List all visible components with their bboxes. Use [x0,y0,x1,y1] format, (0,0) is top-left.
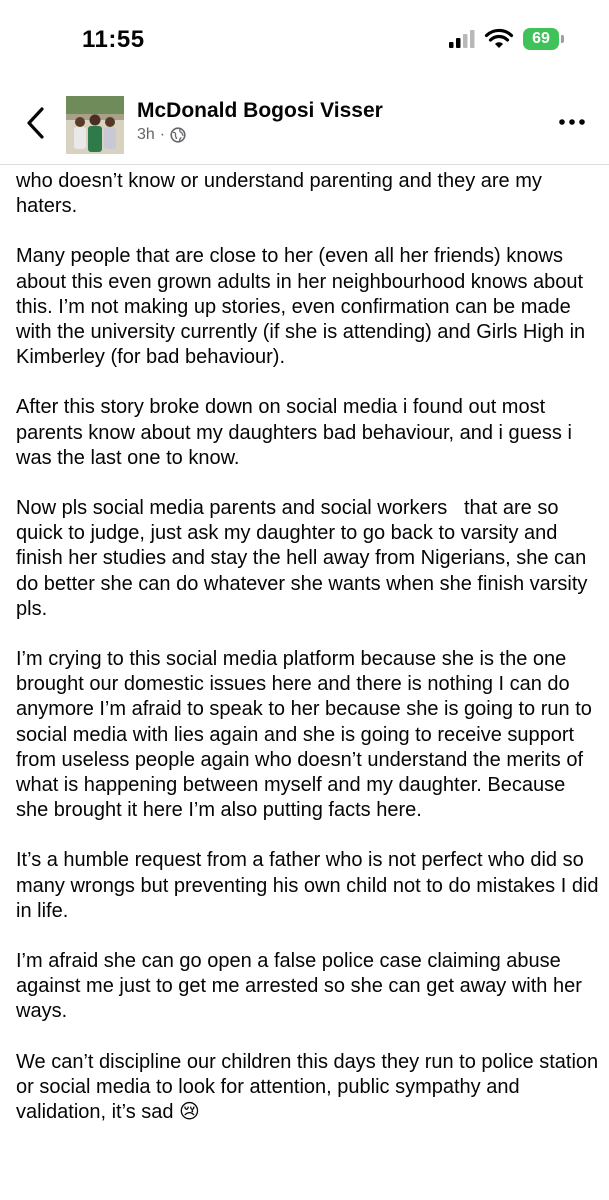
globe-icon [170,127,186,143]
avatar[interactable] [66,96,124,154]
post-paragraph: After this story broke down on social media i found out most parents know about my daughters bad behaviour, and i guess i was the last one to know. [16,396,578,469]
back-chevron-icon[interactable] [20,104,50,142]
post-timestamp[interactable]: 3h [137,126,155,143]
post-paragraph: We can’t discipline our children this days they run to police station or social media to look for attention, public sympathy and validation, it’s sad 😢 [16,1050,604,1124]
post-paragraph: Many people that are close to her (even all her friends) knows about this even grown adults in her neighbourhood knows about this. I’m not making up stories, even confirmation can be made with the university currently (if she is attending) and Girls High in Kimberley (for bad behaviour). [16,245,591,369]
cellular-signal-icon [449,29,475,49]
author-name[interactable]: McDonald Bogosi Visser [137,99,383,122]
wifi-icon [485,29,513,49]
meta-separator: · [159,126,166,143]
post-paragraph: I’m crying to this social media platform because she is the one brought our domestic issues here and there is nothing I can do anymore I’m afraid to speak to her because she is going to run to social media with lies again and she is going to receive support from useless people again who doesn’t understand the merits of what is happening between myself and my daughter. Because she brought it here I’m also putting facts here. [16,648,598,822]
post-paragraph: Now pls social media parents and social workers that are so quick to judge, just ask my daughter to go back to varsity and finish her studies and stay the hell away from Nigerians, she can do better she can do whatever she wants when she finish varsity pls. [16,497,593,620]
battery-cap [561,35,564,43]
status-icons [449,28,559,50]
post-paragraph: I’m afraid she can go open a false police case claiming abuse against me just to get me arrested so she can get away with her ways. [16,950,588,1023]
battery-level: 69 [532,30,550,47]
post-paragraph: It’s a humble request from a father who is not perfect who did so many wrongs but preventing his own child not to do mistakes I did in life. [16,849,605,922]
post-header [0,82,609,165]
battery-charging-icon [523,28,559,50]
post-meta [137,126,186,144]
status-time: 11:55 [82,26,145,53]
more-options-icon[interactable] [557,112,587,132]
avatar-photo [66,96,124,154]
post-paragraph: who doesn’t know or understand parenting and they are my haters. [16,170,548,218]
post-body [16,164,605,1200]
status-bar [0,0,609,82]
